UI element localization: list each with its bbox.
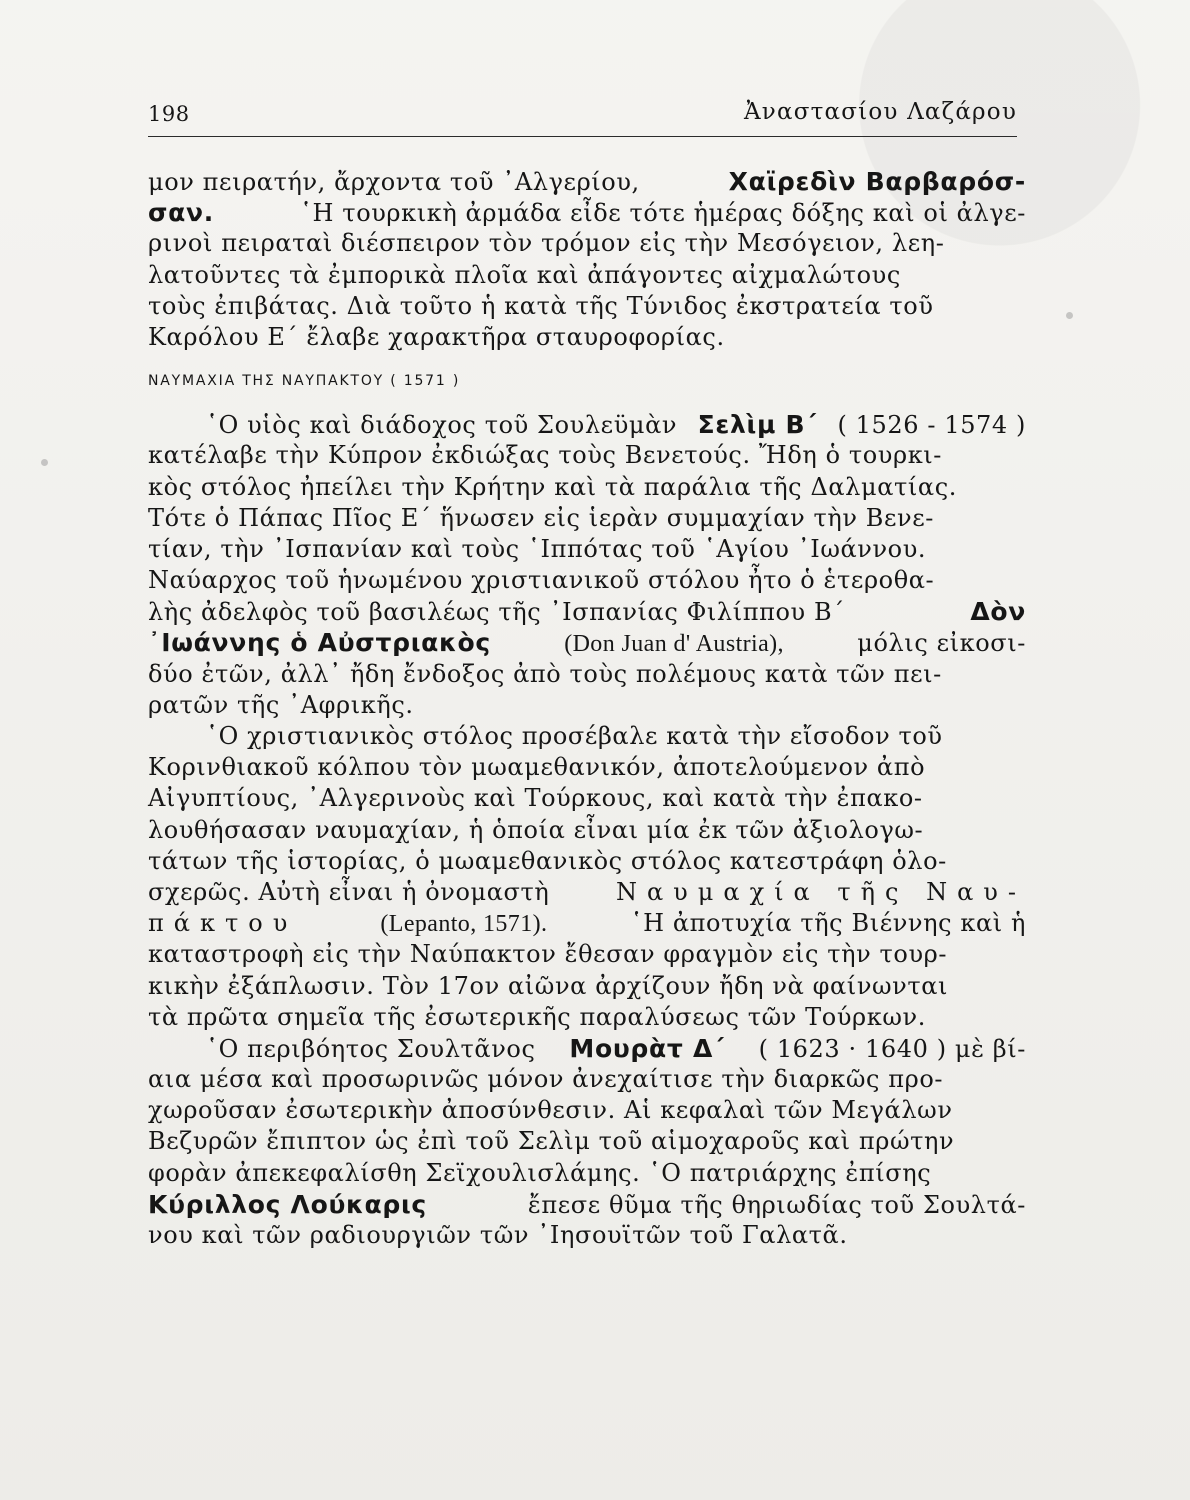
text-line <box>148 1189 1026 1220</box>
spaced-term: Ναυμαχία τῆς Ναυ- <box>615 877 1026 906</box>
text-line: καταστροφὴ εἰς τὴν Ναύπακτον ἔθεσαν φραγμὸν εἰς τὴν τουρ- <box>148 940 948 969</box>
section-heading: ΝΑΥΜΑΧΙΑ ΤΗΣ ΝΑΥΠΑΚΤΟΥ ( 1571 ) <box>148 373 461 390</box>
text-line: Τότε ὁ Πάπας Πῖος Ε΄ ἥνωσεν εἰς ἱερὰν συμμαχίαν τὴν Βενε- <box>148 503 934 532</box>
text-line <box>148 908 1026 939</box>
bold-name: ᾿Ιωάννης ὁ Αὐστριακὸς <box>148 628 491 658</box>
text-line: ῾Ο χριστιανικὸς στόλος προσέβαλε κατὰ τὴν εἴσοδον τοῦ <box>206 722 943 750</box>
text-line: Βεζυρῶν ἔπιπτον ὡς ἐπὶ τοῦ Σελὶμ τοῦ αἱμοχαροῦς καὶ πρώτην <box>148 1127 955 1156</box>
text-segment: ῾Η ἀποτυχία τῆς Βιέννης καὶ ἡ <box>630 909 1026 938</box>
text-line: Κορινθιακοῦ κόλπου τὸν μωαμεθανικόν, ἀποτελούμενον ἀπὸ <box>148 753 926 782</box>
text-segment: σχερῶς. Αὐτὴ εἶναι ἡ ὀνομαστὴ <box>148 877 550 906</box>
text-line: τοὺς ἐπιβάτας. Διὰ τοῦτο ἡ κατὰ τῆς Τύνιδος ἐκστρατεία τοῦ <box>148 291 934 320</box>
scan-speck <box>41 459 48 466</box>
running-head: Ἀναστασίου Λαζάρου <box>743 99 1017 125</box>
latin-name: (Don Juan d' Austria), <box>564 631 784 658</box>
body-text <box>148 166 1026 1251</box>
text-line: Ναύαρχος τοῦ ἡνωμένου χριστιανικοῦ στόλου ἦτο ὁ ἑτεροθα- <box>148 566 935 595</box>
text-line <box>148 166 1026 197</box>
text-line: κατέλαβε τὴν Κύπρον ἐκδιώξας τοὺς Βενετούς. Ἤδη ὁ τουρκι- <box>148 441 943 470</box>
text-line <box>148 877 1026 908</box>
text-segment: μόλις εἰκοσι- <box>857 629 1026 658</box>
text-line: κὸς στόλος ἠπείλει τὴν Κρήτην καὶ τὰ παράλια τῆς Δαλματίας. <box>148 472 957 501</box>
text-line <box>148 197 1026 228</box>
text-line: Αἰγυπτίους, ᾿Αλγερινοὺς καὶ Τούρκους, καὶ κατὰ τὴν ἐπακο- <box>148 784 923 813</box>
spaced-term: πάκτου <box>148 909 298 938</box>
text-line: νου καὶ τῶν ραδιουργιῶν τῶν ᾿Ιησουϊτῶν τοῦ Γαλατᾶ. <box>148 1221 848 1249</box>
bold-name: Μουρὰτ Δ΄ <box>569 1033 725 1063</box>
text-segment: ῾Ο περιβόητος Σουλτᾶνος <box>206 1034 536 1063</box>
bold-name: σαν. <box>148 198 214 228</box>
page-header <box>148 96 1017 137</box>
bold-name: Δὸν <box>970 597 1026 627</box>
text-line: τάτων τῆς ἱστορίας, ὁ μωαμεθανικὸς στόλος κατεστράφη ὁλο- <box>148 846 947 875</box>
page-number: 198 <box>148 102 190 126</box>
text-line: λουθήσασαν ναυμαχίαν, ἡ ὁποία εἶναι μία ἐκ τῶν ἀξιολογω- <box>148 815 924 844</box>
text-segment: μον πειρατήν, ἄρχοντα τοῦ ᾿Αλγερίου, <box>148 168 640 196</box>
text-segment: ἔπεσε θῦμα τῆς θηριωδίας τοῦ Σουλτά- <box>527 1190 1026 1219</box>
text-line: αια μέσα καὶ προσωρινῶς μόνον ἀνεχαίτισε τὴν διαρκῶς προ- <box>148 1065 944 1094</box>
scan-speck <box>1066 312 1073 319</box>
date-range: ( 1623 · 1640 ) μὲ βί- <box>758 1034 1026 1063</box>
text-line: Καρόλου Ε΄ ἔλαβε χαρακτῆρα σταυροφορίας. <box>148 322 725 351</box>
latin-name: (Lepanto, 1571). <box>380 911 548 938</box>
text-line: λατοῦντες τὰ ἐμπορικὰ πλοῖα καὶ ἀπάγοντες αἰχμαλώτους <box>148 260 901 289</box>
text-line: χωροῦσαν ἐσωτερικὴν ἀποσύνθεσιν. Αἱ κεφαλαὶ τῶν Μεγάλων <box>148 1096 953 1125</box>
text-line: ρατῶν τῆς ᾿Αφρικῆς. <box>148 690 414 719</box>
text-segment: ῾Η τουρκικὴ ἀρμάδα εἶδε τότε ἡμέρας δόξης καὶ οἱ ἀλγε- <box>299 199 1026 228</box>
text-line <box>148 1033 1026 1064</box>
text-line: κικὴν ἐξάπλωσιν. Τὸν 17ον αἰῶνα ἀρχίζουν ἤδη νὰ φαίνωνται <box>148 971 949 1000</box>
text-segment: ῾Ο υἱὸς καὶ διάδοχος τοῦ Σουλεϋμὰν <box>206 411 678 440</box>
text-line <box>148 627 1026 658</box>
text-line: φορὰν ἀπεκεφαλίσθη Σεϊχουλισλάμης. ῾Ο πατριάρχης ἐπίσης <box>148 1158 932 1187</box>
text-line: τίαν, τὴν ᾿Ισπανίαν καὶ τοὺς ῾Ιππότας τοῦ ῾Αγίου ᾿Ιωάννου. <box>148 534 927 563</box>
bold-name: Κύριλλος Λούκαρις <box>148 1189 427 1219</box>
text-line <box>148 596 1026 627</box>
bold-name: Σελὶμ Β΄ <box>697 410 817 440</box>
bold-name: Χαϊρεδὶν Βαρβαρόσ- <box>728 167 1026 196</box>
date-range: ( 1526 - 1574 ) <box>837 411 1026 440</box>
text-line: ρινοὶ πειραταὶ διέσπειρον τὸν τρόμον εἰς τὴν Μεσόγειον, λεη- <box>148 229 945 258</box>
text-line <box>148 409 1026 440</box>
text-segment: λὴς ἀδελφὸς τοῦ βασιλέως τῆς ᾿Ισπανίας Φιλίππου Β΄ <box>148 598 845 627</box>
text-line: τὰ πρῶτα σημεῖα τῆς ἐσωτερικῆς παραλύσεως τῶν Τούρκων. <box>148 1002 926 1031</box>
text-line: δύο ἐτῶν, ἀλλ᾿ ἤδη ἔνδοξος ἀπὸ τοὺς πολέμους κατὰ τῶν πει- <box>148 659 942 688</box>
